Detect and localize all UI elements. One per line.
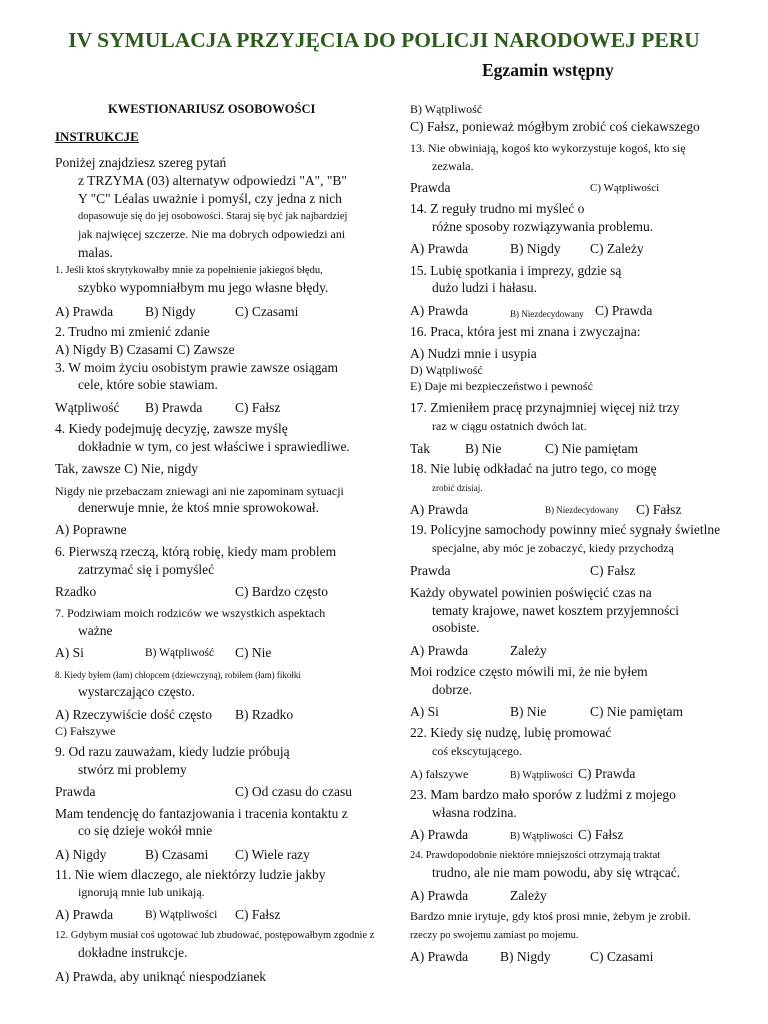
intro-line: Y "C" Léalas uważnie i pomyśl, czy jedna z nich — [78, 191, 342, 206]
question-text: stwórz mi problemy — [78, 762, 187, 777]
question-text: 23. Mam bardzo mało sporów z ludźmi z mojego — [410, 787, 676, 802]
answer-options: C) Fałszywe — [55, 724, 116, 738]
question-text: zrobić dzisiaj. — [432, 483, 483, 493]
question-text: denerwuje mnie, że ktoś mnie sprowokował. — [78, 500, 320, 515]
question-text: 14. Z reguły trudno mi myśleć o — [410, 201, 585, 216]
question-text: 6. Pierwszą rzeczą, którą robię, kiedy mam problem — [55, 544, 337, 559]
question-text: coś ekscytującego. — [432, 744, 522, 758]
question-text: osobiste. — [432, 620, 480, 635]
question-text: 11. Nie wiem dlaczego, ale niektórzy ludzie jakby — [55, 867, 326, 882]
questionnaire-title: KWESTIONARIUSZ OSOBOWOŚCI — [108, 102, 316, 116]
question-text: 18. Nie lubię odkładać na jutro tego, co mogę — [410, 461, 657, 476]
question-text: Każdy obywatel powinien poświęcić czas na — [410, 585, 652, 600]
right-column: B) Wątpliwość C) Fałsz, ponieważ mógłbym zrobić coś ciekawszego 13. Nie obwiniają, kogoś kto wykorzystuje kogoś, kto się zezwala. Prawda C) Wątpliwości 14. Z reguły trudno mi myśleć o różne sposoby rozwiązywania problemu. A) Prawda B) Nigdy C) Zależy 15. Lubię spotkania i imprezy, gdzie są dużo ludzi i hałasu. A) Prawda B) Niezdecydowany C) Prawda 16. Praca, która jest mi znana i zwyczajna: A) Nudzi mnie i usypia D) Wątpliwość E) Daje mi bezpieczeństwo i pewność 17. Zmieniłem pracę przynajmniej więcej niż trzy raz w ciągu ostatnich dwóch lat. Tak B) Nie C) Nie pamiętam 18. Nie lubię odkładać na jutro tego, co mogę zrobić dzisiaj. A) Prawda B) Niezdecydowany C) Fałsz 19. Policyjne samochody powinny mieć sygnały świetlne specjalne, aby móc je zobaczyć, kiedy przychodzą Prawda C) Fałsz Każdy obywatel powinien poświęcić czas na tematy krajowe, nawet kosztem przyjemności osobiste. A) Prawda Zależy Moi rodzice często mówili mi, że nie byłem dobrze. A) Si B) Nie C) Nie pamiętam 22. Kiedy się nudzę, lubię promować coś ekscytującego. A) fałszywe B) Wątpliwości C) Prawda 23. Mam bardzo mało sporów z ludźmi z mojego własna rodzina. A) Prawda B) Wątpliwości C) Fałsz 24. Prawdopodobnie niektóre mniejszości otrzymają traktat trudno, ale nie mam powodu, aby się wtrącać. A) Prawda Zależy Bardzo mnie irytuje, gdy ktoś prosi mnie, żebym je zrobił. rzeczy po swojemu zamiast po mojemu. A) Prawda B) Nigdy C) Czasami — [410, 102, 721, 964]
question-text: 17. Zmieniłem pracę przynajmniej więcej niż trzy — [410, 400, 680, 415]
question-text: co się dzieje wokół mnie — [78, 823, 213, 838]
question-text: raz w ciągu ostatnich dwóch lat. — [432, 419, 587, 433]
question-text: szybko wypomniałbym mu jego własne błędy. — [78, 280, 329, 295]
question-text: 15. Lubię spotkania i imprezy, gdzie są — [410, 263, 622, 278]
intro-line: jak najwięcej szczerze. Nie ma dobrych odpowiedzi ani — [78, 227, 346, 241]
question-text: 16. Praca, która jest mi znana i zwyczajna: — [410, 324, 641, 339]
answer-options: A) Prawda, aby uniknąć niespodzianek — [55, 969, 267, 984]
question-text: 8. Kiedy byłem (łam) chłopcem (dziewczyną), robiłem (łam) fikołki — [55, 670, 301, 680]
intro-line: Poniżej znajdziesz szereg pytań — [55, 155, 227, 170]
question-text: własna rodzina. — [432, 805, 517, 820]
question-text: ważne — [78, 623, 113, 638]
question-text: różne sposoby rozwiązywania problemu. — [432, 219, 654, 234]
answer-options: D) Wątpliwość — [410, 363, 483, 377]
answer-options: E) Daje mi bezpieczeństwo i pewność — [410, 379, 593, 393]
page-title: IV SYMULACJA PRZYJĘCIA DO POLICJI NARODOWEJ PERU — [68, 28, 700, 52]
answer-options: A) Nigdy B) Czasami C) Zawsze — [55, 342, 235, 357]
question-text: Moi rodzice często mówili mi, że nie byłem — [410, 664, 648, 679]
question-text: tematy krajowe, nawet kosztem przyjemności — [432, 603, 680, 618]
question-text: Bardzo mnie irytuje, gdy ktoś prosi mnie, żebym je zrobił. — [410, 909, 691, 923]
question-text: dużo ludzi i hałasu. — [432, 280, 537, 295]
question-text: wystarczająco często. — [78, 684, 195, 699]
question-text: trudno, ale nie mam powodu, aby się wtrącać. — [432, 865, 681, 880]
question-text: Mam tendencję do fantazjowania i tracenia kontaktu z — [55, 806, 348, 821]
question-text: 9. Od razu zauważam, kiedy ludzie próbują — [55, 744, 290, 759]
question-text: 3. W moim życiu osobistym prawie zawsze osiągam — [55, 360, 338, 375]
intro-line: malas. — [78, 245, 113, 260]
question-text: rzeczy po swojemu zamiast po mojemu. — [410, 930, 579, 941]
question-text: zatrzymać się i pomyśleć — [78, 562, 215, 577]
question-text: dobrze. — [432, 682, 473, 697]
left-column: KWESTIONARIUSZ OSOBOWOŚCI INSTRUKCJE Poniżej znajdziesz szereg pytań z TRZYMA (03) alternatyw odpowiedzi "A", "B" Y "C" Léalas uważnie i pomyśl, czy jedna z nich dopasowuje się do jej osobowości. Staraj się być jak najbardziej jak najwięcej szczerze. Nie ma dobrych odpowiedzi ani malas. 1. Jeśli ktoś skrytykowałby mnie za popełnienie jakiegoś błędu, szybko wypomniałbym mu jego własne błędy. A) Prawda B) Nigdy C) Czasami 2. Trudno mi zmienić zdanie A) Nigdy B) Czasami C) Zawsze 3. W moim życiu osobistym prawie zawsze osiągam cele, które sobie stawiam. Wątpliwość B) Prawda C) Fałsz 4. Kiedy podejmuję decyzję, zawsze myślę dokładnie w tym, co jest właściwe i sprawiedliwe. Tak, zawsze C) Nie, nigdy Nigdy nie przebaczam zniewagi ani nie zapominam sytuacji denerwuje mnie, że ktoś mnie sprowokował. A) Poprawne 6. Pierwszą rzeczą, którą robię, kiedy mam problem zatrzymać się i pomyśleć Rzadko C) Bardzo często 7. Podziwiam moich rodziców we wszystkich aspektach ważne A) Si B) Wątpliwość C) Nie 8. Kiedy byłem (łam) chłopcem (dziewczyną), robiłem (łam) fikołki wystarczająco często. A) Rzeczywiście dość często B) Rzadko C) Fałszywe 9. Od razu zauważam, kiedy ludzie próbują stwórz mi problemy Prawda C) Od czasu do czasu Mam tendencję do fantazjowania i tracenia kontaktu z co się dzieje wokół mnie A) Nigdy B) Czasami C) Wiele razy 11. Nie wiem dlaczego, ale niektórzy ludzie jakby ignorują mnie lub unikają. A) Prawda B) Wątpliwości C) Fałsz 12. Gdybym musiał coś ugotować lub zbudować, postępowałbym zgodnie z dokładne instrukcje. A) Prawda, aby uniknąć niespodzianek — [0, 0, 410, 1024]
question-text: 1. Jeśli ktoś skrytykowałby mnie za popełnienie jakiegoś błędu, — [55, 265, 323, 276]
answer-options: Tak, zawsze C) Nie, nigdy — [55, 461, 199, 476]
answer-options: A) Nudzi mnie i usypia — [410, 346, 537, 361]
question-text: 19. Policyjne samochody powinny mieć sygnały świetlne — [410, 522, 721, 537]
question-text: specjalne, aby móc je zobaczyć, kiedy przychodzą — [432, 541, 674, 555]
answer-options: B) Wątpliwość — [410, 102, 483, 116]
question-text: 13. Nie obwiniają, kogoś kto wykorzystuje kogoś, kto się — [410, 141, 686, 155]
answer-options: C) Fałsz, ponieważ mógłbym zrobić coś ciekawszego — [410, 119, 700, 134]
intro-line: dopasowuje się do jej osobowości. Staraj się być jak najbardziej — [78, 211, 348, 222]
question-text: 22. Kiedy się nudzę, lubię promować — [410, 725, 612, 740]
question-text: 12. Gdybym musiał coś ugotować lub zbudować, postępowałbym zgodnie z — [55, 930, 375, 941]
intro-line: z TRZYMA (03) alternatyw odpowiedzi "A", "B" — [78, 173, 347, 188]
question-text: 24. Prawdopodobnie niektóre mniejszości otrzymają traktat — [410, 850, 661, 861]
question-text: 7. Podziwiam moich rodziców we wszystkich aspektach — [55, 606, 326, 620]
page-subtitle: Egzamin wstępny — [482, 60, 614, 80]
question-text: zezwala. — [432, 159, 474, 173]
question-text: cele, które sobie stawiam. — [78, 377, 218, 392]
answer-options: A) Poprawne — [55, 522, 127, 537]
question-text: Nigdy nie przebaczam zniewagi ani nie zapominam sytuacji — [55, 484, 344, 498]
question-text: 2. Trudno mi zmienić zdanie — [55, 324, 210, 339]
instructions-heading: INSTRUKCJE — [55, 129, 139, 144]
question-text: dokładnie w tym, co jest właściwe i sprawiedliwe. — [78, 439, 350, 454]
question-text: dokładne instrukcje. — [78, 945, 188, 960]
question-text: 4. Kiedy podejmuję decyzję, zawsze myślę — [55, 421, 288, 436]
question-text: ignorują mnie lub unikają. — [78, 885, 205, 899]
